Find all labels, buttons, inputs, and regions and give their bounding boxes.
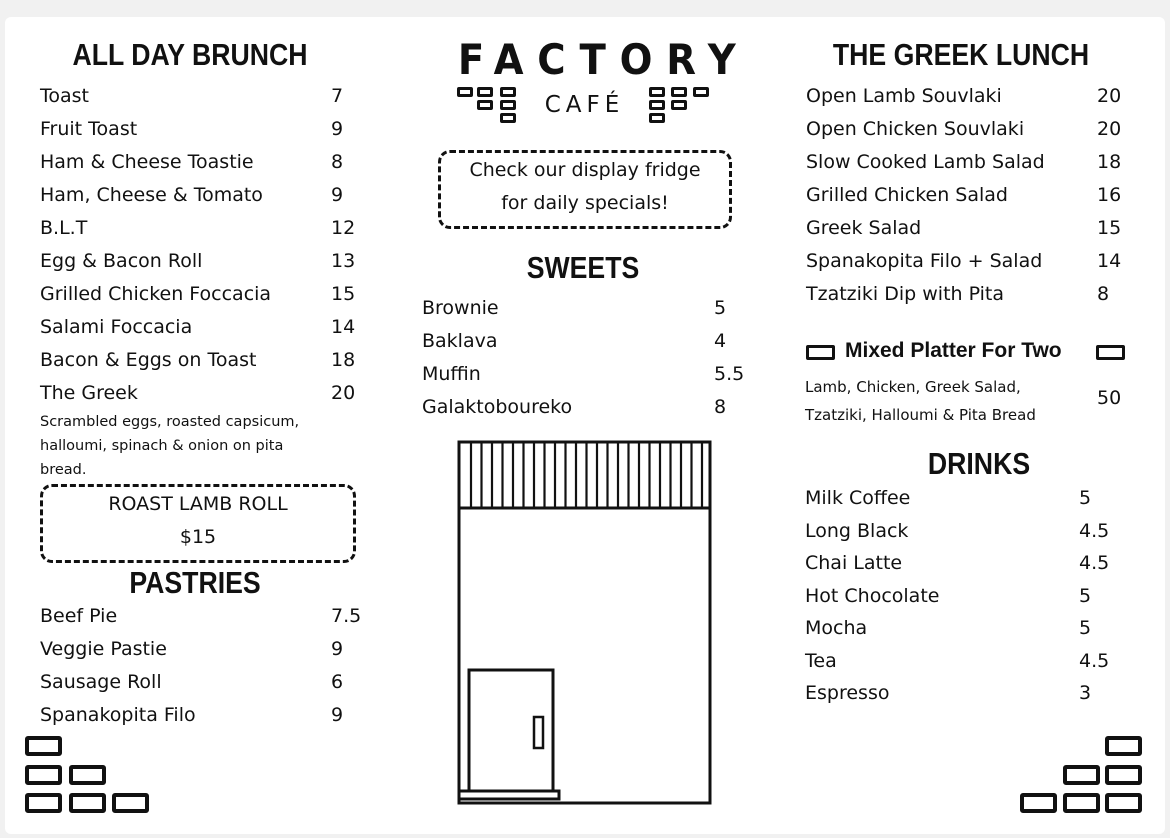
- brunch-item: [40, 118, 381, 144]
- brunch-item: [40, 85, 381, 111]
- platter-description: [805, 373, 1085, 429]
- brick-icon: [649, 87, 665, 97]
- menu-item-price: 18: [331, 349, 356, 371]
- brick-icon: [1105, 793, 1142, 813]
- pastry-item: [40, 605, 381, 631]
- menu-item-name: Brownie: [422, 297, 499, 319]
- brick-icon: [477, 100, 493, 110]
- platter-price: 50: [1097, 387, 1122, 409]
- brunch-item: [40, 250, 381, 276]
- menu-item-price: 4.5: [1079, 649, 1110, 672]
- menu-item-name: Muffin: [422, 363, 481, 385]
- menu-item-price: 15: [1097, 217, 1122, 239]
- brick-icon: [806, 345, 835, 360]
- brick-icon: [25, 793, 62, 813]
- menu-item-price: 9: [331, 118, 344, 140]
- menu-item-price: 14: [331, 316, 356, 338]
- menu-item-name: Grilled Chicken Salad: [806, 184, 1008, 206]
- roast-lamb-roll-price: $15: [179, 526, 217, 548]
- menu-item-name: Egg & Bacon Roll: [40, 250, 203, 272]
- roast-lamb-roll-label: ROAST LAMB ROLL: [108, 493, 288, 515]
- brick-icon: [25, 736, 62, 756]
- menu-item-name: Espresso: [805, 682, 890, 704]
- menu-item-name: Spanakopita Filo: [40, 704, 196, 726]
- brunch-item: [40, 382, 381, 408]
- brick-icon: [1096, 345, 1125, 360]
- menu-item-name: Greek Salad: [806, 217, 922, 239]
- menu-item-price: 8: [331, 151, 344, 173]
- menu-item-name: Chai Latte: [805, 552, 903, 574]
- brand-name: FACTORY: [457, 35, 750, 84]
- menu-item-price: 8: [1097, 283, 1110, 305]
- lunch-item: [806, 217, 1147, 243]
- menu-item-name: Grilled Chicken Foccacia: [40, 283, 272, 305]
- sweet-item: [422, 330, 764, 356]
- drinks-heading: DRINKS: [927, 446, 1031, 481]
- menu-item-price: 9: [331, 638, 344, 660]
- the-greek-description-line: bread.: [40, 462, 87, 478]
- menu-item-price: 6: [331, 671, 344, 693]
- menu-item-price: 14: [1097, 250, 1122, 272]
- brick-icon: [1105, 736, 1142, 756]
- menu-item-name: Tzatziki Dip with Pita: [806, 283, 1005, 305]
- menu-item-price: 20: [1097, 118, 1122, 140]
- brick-icon: [1105, 765, 1142, 785]
- brick-icon: [649, 100, 665, 110]
- platter-title: Mixed Platter For Two: [845, 339, 1062, 362]
- menu-item-price: 9: [331, 184, 344, 206]
- brick-icon: [1063, 793, 1100, 813]
- brick-icon: [500, 113, 516, 123]
- menu-item-name: Open Chicken Souvlaki: [806, 118, 1025, 140]
- menu-item-price: 3: [1079, 682, 1092, 704]
- brunch-item: [40, 217, 381, 243]
- drink-item: [805, 650, 1129, 676]
- drink-item: [805, 552, 1129, 578]
- menu-item-name: Bacon & Eggs on Toast: [40, 349, 257, 371]
- specials-note-box: [438, 150, 732, 229]
- menu-item-price: 20: [1097, 85, 1122, 107]
- sweet-item: [422, 363, 764, 389]
- brick-icon: [500, 87, 516, 97]
- menu-item-name: Mocha: [805, 617, 868, 639]
- platter-description-line: Tzatziki, Halloumi & Pita Bread: [805, 406, 1036, 424]
- specials-note-line: for daily specials!: [501, 192, 669, 214]
- menu-item-price: 5: [1079, 487, 1092, 509]
- drink-item: [805, 682, 1129, 708]
- brunch-item: [40, 316, 381, 342]
- the-greek-description-line: Scrambled eggs, roasted capsicum,: [40, 414, 300, 430]
- menu-item-name: Spanakopita Filo + Salad: [806, 250, 1043, 272]
- brick-icon: [500, 100, 516, 110]
- specials-note-line: Check our display fridge: [469, 159, 701, 181]
- brick-icon: [671, 100, 687, 110]
- drink-item: [805, 487, 1129, 513]
- menu-item-name: Long Black: [805, 519, 909, 542]
- menu-item-price: 4.5: [1079, 519, 1110, 542]
- drink-item: [805, 617, 1129, 643]
- brunch-item: [40, 184, 381, 210]
- platter-description-line: Lamb, Chicken, Greek Salad,: [805, 378, 1021, 396]
- menu-item-price: 5: [1079, 584, 1092, 607]
- brick-icon: [1020, 793, 1057, 813]
- lunch-item: [806, 250, 1147, 276]
- menu-item-name: Baklava: [422, 330, 498, 352]
- menu-item-name: Toast: [40, 85, 89, 107]
- brunch-item: [40, 151, 381, 177]
- menu-item-price: 15: [331, 283, 356, 305]
- brick-icon: [69, 793, 106, 813]
- menu-item-name: Beef Pie: [40, 605, 118, 627]
- menu-item-name: Milk Coffee: [805, 487, 911, 509]
- menu-item-price: 20: [331, 382, 356, 404]
- roast-lamb-roll-box: [40, 484, 356, 563]
- pastries-heading: PASTRIES: [129, 565, 261, 600]
- menu-item-name: Tea: [805, 649, 837, 672]
- menu-item-price: 7: [331, 85, 344, 107]
- menu-item-name: Hot Chocolate: [805, 584, 940, 607]
- brick-icon: [112, 793, 149, 813]
- lunch-item: [806, 118, 1147, 144]
- brick-icon: [457, 87, 473, 97]
- lunch-item: [806, 184, 1147, 210]
- menu-item-price: 5: [1079, 617, 1092, 639]
- brunch-item: [40, 349, 381, 375]
- menu-item-name: Ham, Cheese & Tomato: [40, 184, 263, 206]
- menu-item-price: 8: [714, 396, 727, 418]
- brick-icon: [649, 113, 665, 123]
- menu-item-name: Open Lamb Souvlaki: [806, 85, 1002, 107]
- the-greek-description-line: halloumi, spinach & onion on pita: [40, 438, 284, 454]
- sweet-item: [422, 297, 764, 323]
- lunch-item: [806, 85, 1147, 111]
- menu-item-price: 7.5: [331, 605, 362, 627]
- menu-item-name: Ham & Cheese Toastie: [40, 151, 254, 173]
- sweet-item: [422, 396, 764, 422]
- menu-page: [5, 17, 1165, 834]
- lunch-item: [806, 283, 1147, 309]
- menu-item-price: 4.5: [1079, 552, 1110, 574]
- brunch-item: [40, 283, 381, 309]
- drink-item: [805, 585, 1129, 611]
- menu-item-name: Fruit Toast: [40, 118, 138, 140]
- menu-item-price: 16: [1097, 184, 1122, 206]
- brick-icon: [1063, 765, 1100, 785]
- menu-item-price: 13: [331, 250, 356, 272]
- sweets-heading: SWEETS: [526, 250, 640, 285]
- menu-item-name: B.L.T: [40, 217, 88, 239]
- menu-item-name: Salami Foccacia: [40, 316, 193, 338]
- menu-item-price: 4: [714, 330, 727, 352]
- pastry-item: [40, 704, 381, 730]
- brand-logo: [435, 35, 750, 135]
- greek-lunch-heading: THE GREEK LUNCH: [832, 37, 1090, 72]
- brunch-heading: ALL DAY BRUNCH: [72, 37, 308, 72]
- drink-item: [805, 520, 1129, 546]
- menu-item-name: Veggie Pastie: [40, 638, 167, 660]
- menu-item-name: Slow Cooked Lamb Salad: [806, 151, 1045, 173]
- brick-icon: [671, 87, 687, 97]
- pastry-item: [40, 671, 381, 697]
- brick-icon: [69, 765, 106, 785]
- factory-building-icon: [455, 440, 715, 807]
- menu-item-price: 12: [331, 217, 356, 239]
- lunch-item: [806, 151, 1147, 177]
- menu-item-price: 18: [1097, 151, 1122, 173]
- brick-icon: [25, 765, 62, 785]
- menu-item-price: 5.5: [714, 363, 745, 385]
- menu-item-price: 5: [714, 297, 727, 319]
- brand-sub: CAFÉ: [544, 92, 625, 118]
- menu-item-name: Sausage Roll: [40, 671, 162, 693]
- pastry-item: [40, 638, 381, 664]
- menu-item-name: The Greek: [40, 382, 138, 404]
- the-greek-description: [40, 410, 340, 482]
- menu-item-price: 9: [331, 704, 344, 726]
- platter-title-row: [805, 339, 1135, 369]
- brick-icon: [477, 87, 493, 97]
- menu-item-name: Galaktoboureko: [422, 396, 573, 418]
- brick-icon: [693, 87, 709, 97]
